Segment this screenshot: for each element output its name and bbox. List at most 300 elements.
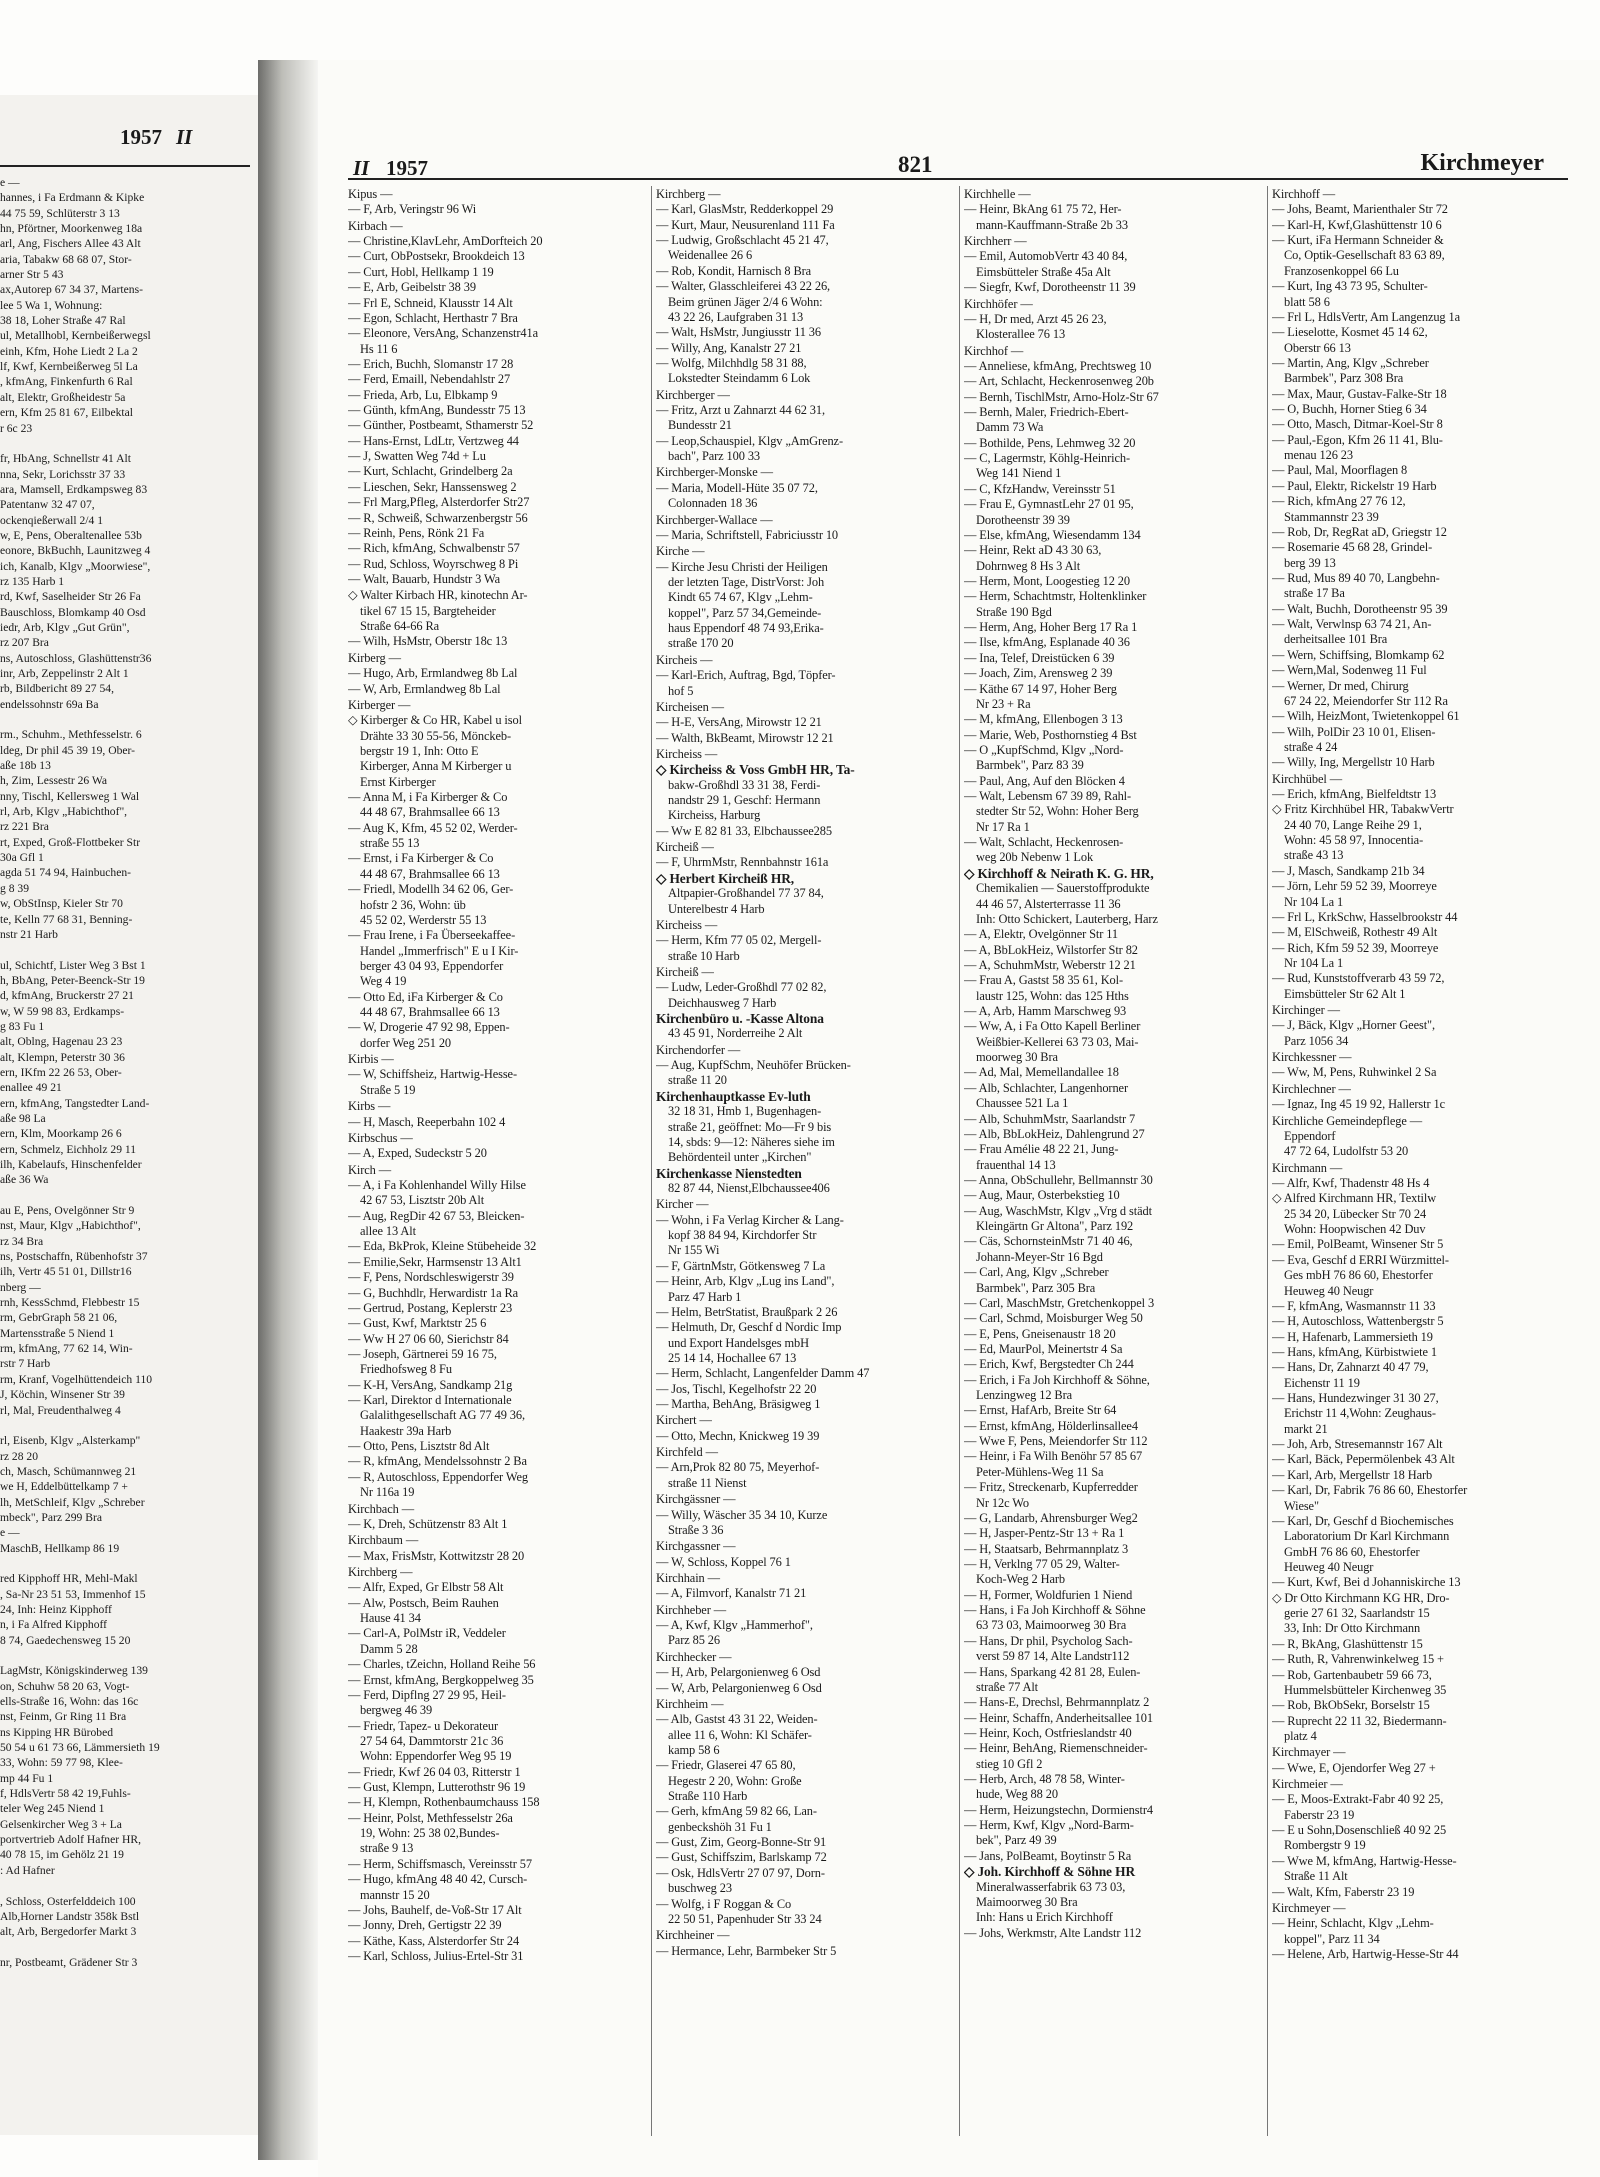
directory-entry: — Emil, AutomobVertr 43 40 84, (964, 249, 1128, 264)
surname-heading: Kirchhain — (656, 1570, 720, 1585)
left-page-line: nna, Sekr, Lorichsstr 37 33 (0, 467, 126, 481)
directory-entry: — A, SchuhmMstr, Weberstr 12 21 (964, 957, 1136, 972)
left-page-line: endelssohnstr 69a Ba (0, 697, 99, 711)
directory-entry: — Aug K, Kfm, 45 52 02, Werder- (348, 820, 518, 835)
left-page-line: rstr 7 Harb (0, 1357, 51, 1371)
directory-entry: — Else, kfmAng, Wiesendamm 134 (964, 527, 1141, 542)
entry-continuation: menau 126 23 (1284, 448, 1353, 463)
directory-entry: — Werner, Dr med, Chirurg (1272, 678, 1409, 693)
entry-continuation: 63 73 03, Maimoorweg 30 Bra (976, 1618, 1127, 1633)
directory-entry: — Rob, Dr, RegRat aD, Griegstr 12 (1272, 524, 1447, 539)
directory-entry: — J, Swatten Weg 74d + Lu (348, 449, 486, 464)
entry-continuation: mann-Kauffmann-Straße 2b 33 (976, 217, 1128, 232)
surname-heading: Kirbach — (348, 218, 403, 233)
entry-continuation: Beim grünen Jäger 2/4 6 Wohn: (668, 294, 823, 309)
entry-continuation: Heuweg 40 Neugr (1284, 1559, 1374, 1574)
directory-entry: — W, Schloss, Koppel 76 1 (656, 1554, 791, 1569)
business-entry: ◇ Kirchhoff & Neirath K. G. HR, (964, 865, 1154, 881)
directory-entry: — Jörn, Lehr 59 52 39, Moorreye (1272, 879, 1437, 894)
directory-entry: — Paul, Mal, Moorflagen 8 (1272, 463, 1408, 478)
left-page-line: 24, Inh: Heinz Kipphoff (0, 1602, 112, 1616)
entry-continuation: Kindt 65 74 67, Klgv „Lehm- (668, 590, 813, 605)
directory-entry: — R, Schweiß, Schwarzenbergstr 56 (348, 510, 528, 525)
directory-entry: — H, Klempn, Rothenbaumchauss 158 (348, 1795, 540, 1810)
left-page-rule (0, 165, 250, 167)
entry-continuation: Wohn: Hoopwischen 42 Duv (1284, 1222, 1426, 1237)
left-page-year: 1957 (120, 125, 162, 149)
directory-entry: — F, UhrmMstr, Rennbahnstr 161a (656, 855, 829, 870)
left-page-line: ns, Autoschloss, Glashüttenstr36 (0, 651, 152, 665)
directory-entry: — H, Masch, Reeperbahn 102 4 (348, 1114, 506, 1129)
directory-entry: — Alb, BbLokHeiz, Dahlengrund 27 (964, 1126, 1145, 1141)
directory-entry: — H-E, VersAng, Mirowstr 12 21 (656, 715, 822, 730)
directory-entry: — R, kfmAng, Mendelssohnstr 2 Ba (348, 1454, 527, 1469)
entry-continuation: Haakestr 39a Harb (360, 1423, 452, 1438)
directory-entry: — Wwe, E, Ojendorfer Weg 27 + (1272, 1760, 1436, 1775)
left-page-line: e — (0, 1526, 20, 1540)
directory-entry: — Wwe M, kfmAng, Hartwig-Hesse- (1272, 1853, 1457, 1868)
directory-entry: — Ernst, kfmAng, Hölderlinsallee4 (964, 1418, 1138, 1433)
directory-entry: — Hans, kfmAng, Kürbistwiete 1 (1272, 1344, 1437, 1359)
entry-continuation: frauenthal 14 13 (976, 1157, 1056, 1172)
entry-continuation: Franzosenkoppel 66 Lu (1284, 263, 1399, 278)
entry-continuation: Inh: Hans u Erich Kirchhoff (976, 1910, 1113, 1925)
directory-page (318, 60, 1600, 2177)
directory-entry: — Hermance, Lehr, Barmbeker Str 5 (656, 1943, 837, 1958)
directory-entry: — K-H, VersAng, Sandkamp 21g (348, 1377, 513, 1392)
left-page-line: 40 78 15, im Gehölz 21 19 (0, 1848, 124, 1862)
directory-entry: — Anna M, i Fa Kirberger & Co (348, 790, 508, 805)
left-page-line: , kfmAng, Finkenfurth 6 Ral (0, 375, 133, 389)
directory-entry: — Otto Ed, iFa Kirberger & Co (348, 989, 503, 1004)
directory-entry: ◇ Dr Otto Kirchmann KG HR, Dro- (1272, 1590, 1450, 1605)
directory-entry: — Gust, Kwf, Marktstr 25 6 (348, 1316, 487, 1331)
surname-heading: Kircheis — (656, 652, 713, 667)
directory-entry: — H, Autoschloss, Wattenbergstr 5 (1272, 1314, 1444, 1329)
left-page-line: red Kipphoff HR, Mehl-Makl (0, 1572, 138, 1586)
directory-entry: — Joach, Zim, Arensweg 2 39 (964, 666, 1113, 681)
entry-continuation: GmbH 76 86 60, Ehestorfer (1284, 1544, 1420, 1559)
left-page-line: ul, Schichtf, Lister Weg 3 Bst 1 (0, 958, 146, 972)
directory-entry: — Ferd, Emaill, Nebendahlstr 27 (348, 372, 511, 387)
entry-continuation: Oberstr 66 13 (1284, 340, 1351, 355)
entry-continuation: bergweg 46 39 (360, 1703, 433, 1718)
directory-entry: — Johs, Beamt, Marienthaler Str 72 (1272, 202, 1448, 217)
directory-entry: — Kurt, Maur, Neusurenland 111 Fa (656, 217, 835, 232)
entry-continuation: Nr 104 La 1 (1284, 955, 1344, 970)
left-page-line: 44 75 59, Schlüterstr 3 13 (0, 206, 120, 220)
left-page-line: ern, Klm, Moorkamp 26 6 (0, 1127, 122, 1141)
directory-entry: ◇ Kirberger & Co HR, Kabel u isol (348, 713, 522, 728)
surname-heading: Kircheiss — (656, 746, 718, 761)
entry-continuation: Eimsbütteler Str 62 Alt 1 (1284, 986, 1406, 1001)
entry-continuation: Dorotheenstr 39 39 (976, 512, 1070, 527)
entry-continuation: straße 9 13 (360, 1841, 414, 1856)
entry-continuation: Straße 11 Alt (1284, 1869, 1348, 1884)
entry-continuation: Weißbier-Kellerei 63 73 03, Mai- (976, 1034, 1139, 1049)
entry-continuation: Nr 23 + Ra (976, 696, 1031, 711)
directory-entry: — Karl, GlasMstr, Redderkoppel 29 (656, 202, 834, 217)
directory-entry: — Alw, Postsch, Beim Rauhen (348, 1595, 499, 1610)
directory-entry: — Karl-H, Kwf,Glashüttenstr 10 6 (1272, 217, 1442, 232)
entry-continuation: Laboratorium Dr Karl Kirchmann (1284, 1529, 1450, 1544)
entry-continuation: Barmbek", Parz 308 Bra (1284, 371, 1404, 386)
directory-entry: — Heinr, Koch, Ostfrieslandstr 40 (964, 1725, 1132, 1740)
left-page-line: rd, Kwf, Saselheider Str 26 Fa (0, 590, 141, 604)
directory-entry: — Curt, Hobl, Hellkamp 1 19 (348, 264, 494, 279)
directory-entry: ◇ Fritz Kirchhübel HR, TabakwVertr (1272, 802, 1454, 817)
left-page-line: nr, Postbeamt, Grädener Str 3 (0, 1955, 138, 1969)
left-page-line: Gelsenkircher Weg 3 + La (0, 1817, 122, 1831)
directory-entry: — Willy, Ang, Kanalstr 27 21 (656, 340, 802, 355)
entry-continuation: der letzten Tage, DistrVorst: Joh (668, 574, 825, 589)
directory-entry: — Walt, HsMstr, Jungiusstr 11 36 (656, 325, 821, 340)
directory-entry: — A, i Fa Kohlenhandel Willy Hilse (348, 1178, 526, 1192)
left-page-line: alt, Klempn, Peterstr 30 36 (0, 1050, 125, 1064)
surname-heading: Kipus — (348, 187, 393, 201)
directory-entry: — Art, Schlacht, Heckenrosenweg 20b (964, 374, 1154, 389)
directory-entry: — Erich, i Fa Joh Kirchhoff & Söhne, (964, 1372, 1150, 1387)
entry-continuation: Parz 47 Harb 1 (668, 1289, 742, 1304)
directory-entry: — Egon, Schlacht, Herthastr 7 Bra (348, 310, 518, 325)
entry-continuation: 42 67 53, Lisztstr 20b Alt (360, 1193, 485, 1208)
directory-entry: — Lieschen, Sekr, Hanssensweg 2 (348, 479, 517, 494)
left-page-line: d, kfmAng, Bruckerstr 27 21 (0, 989, 134, 1003)
left-page-line: alt, Oblng, Hagenau 23 23 (0, 1035, 123, 1049)
left-page-line (0, 1556, 250, 1571)
left-page-line: ax,Autorep 67 34 37, Martens- (0, 283, 143, 297)
left-page-line: agda 51 74 94, Hainbuchen- (0, 866, 132, 880)
entry-continuation: 44 48 67, Brahmsallee 66 13 (360, 805, 500, 820)
left-page-line: alt, Elektr, Großheidestr 5a (0, 390, 126, 404)
left-page-line: rt, Exped, Groß-Flottbeker Str (0, 835, 141, 849)
directory-entry: — Osk, HdlsVertr 27 07 97, Dorn- (656, 1865, 825, 1880)
column-divider (959, 186, 960, 2136)
directory-entry: — Wern, Schiffsing, Blomkamp 62 (1272, 647, 1445, 662)
surname-heading: Kircher — (656, 1197, 709, 1212)
directory-entry: — Alfr, Exped, Gr Elbstr 58 Alt (348, 1580, 504, 1595)
surname-heading: Kirberg — (348, 650, 401, 665)
directory-entry: — Wilh, PolDir 23 10 01, Elisen- (1272, 724, 1436, 739)
surname-heading: Kirbis — (348, 1052, 394, 1067)
entry-continuation: markt 21 (1284, 1421, 1328, 1436)
left-page-line: ldeg, Dr phil 45 39 19, Ober- (0, 743, 136, 757)
directory-entry: — Herm, Mont, Loogestieg 12 20 (964, 573, 1130, 588)
entry-continuation: 43 22 26, Laufgraben 31 13 (668, 309, 804, 324)
directory-entry: — Ed, MaurPol, Meinertstr 4 Sa (964, 1341, 1123, 1356)
left-page-line: Patentanw 32 47 07, (0, 498, 95, 512)
column-2 (656, 186, 954, 2146)
directory-entry: — Wolfg, Milchhdlg 58 31 88, (656, 355, 807, 370)
directory-entry: — Otto, Pens, Lisztstr 8d Alt (348, 1439, 490, 1454)
directory-entry: — Ludwig, Großschlacht 45 21 47, (656, 233, 829, 248)
directory-entry: — Eleonore, VersAng, Schanzenstr41a (348, 326, 538, 341)
directory-entry: — Maria, Schriftstell, Fabriciusstr 10 (656, 527, 839, 542)
left-page-line: ara, Mamsell, Erdkampsweg 83 (0, 482, 148, 496)
directory-entry: — Ernst, kfmAng, Bergkoppelweg 35 (348, 1672, 534, 1687)
directory-entry: — Heinr, BkAng 61 75 72, Her- (964, 202, 1122, 217)
entry-continuation: koppel", Parz 57 34,Gemeinde- (668, 605, 822, 620)
surname-heading: Kirchherr — (964, 234, 1027, 249)
directory-entry: — Rud, Mus 89 40 70, Langbehn- (1272, 570, 1440, 585)
directory-entry: — Rob, Gartenbaubetr 59 66 73, (1272, 1667, 1432, 1682)
left-page-line: w, W 59 98 83, Erdkamps- (0, 1004, 125, 1018)
surname-heading: Kirchendorfer — (656, 1042, 741, 1057)
entry-continuation: mannstr 15 20 (360, 1887, 430, 1902)
entry-continuation: buschweg 23 (668, 1881, 732, 1896)
directory-entry: — Fritz, Arzt u Zahnarzt 44 62 31, (656, 403, 825, 418)
directory-entry: — H, Arb, Pelargonienweg 6 Osd (656, 1665, 821, 1680)
directory-entry: — Heinr, Arb, Klgv „Lug ins Land", (656, 1274, 835, 1289)
directory-entry: — Helm, BetrStatist, Braußpark 2 26 (656, 1304, 838, 1319)
left-page-line: au E, Pens, Ovelgönner Str 9 (0, 1204, 135, 1218)
column-divider (651, 186, 652, 2136)
entry-continuation: Nr 12c Wo (976, 1495, 1029, 1510)
surname-heading: Kirchfeld — (656, 1445, 718, 1460)
left-page-line: mbeck", Parz 299 Bra (0, 1510, 102, 1524)
directory-entry: — G, Buchhdlr, Herwardistr 1a Ra (348, 1285, 519, 1300)
surname-heading: Kirchheim — (656, 1696, 724, 1711)
directory-entry: — Karl, Direktor d Internationale (348, 1393, 512, 1408)
entry-continuation: Eichenstr 11 19 (1284, 1375, 1360, 1390)
directory-entry: — Walt, Buchh, Dorotheenstr 95 39 (1272, 601, 1448, 616)
directory-entry: — Joh, Arb, Stresemannstr 167 Alt (1272, 1437, 1443, 1452)
directory-entry: — Max, FrisMstr, Kottwitzstr 28 20 (348, 1548, 525, 1563)
entry-continuation: Friedhofsweg 8 Fu (360, 1362, 452, 1377)
directory-entry: — Bothilde, Pens, Lehmweg 32 20 (964, 435, 1136, 450)
left-page-line: enallee 49 21 (0, 1081, 62, 1095)
entry-continuation: Weg 4 19 (360, 974, 407, 989)
entry-continuation: straße 170 20 (668, 636, 734, 651)
directory-entry: — H, Staatsarb, Behrmannplatz 3 (964, 1541, 1129, 1556)
directory-entry: — Friedl, Modellh 34 62 06, Ger- (348, 882, 514, 897)
entry-continuation: berg 39 13 (1284, 555, 1336, 570)
volume-roman: II (353, 156, 370, 180)
directory-entry: — Lieselotte, Kosmet 45 14 62, (1272, 325, 1428, 340)
directory-entry: — Ww, A, i Fa Otto Kapell Berliner (964, 1019, 1141, 1034)
volume-year: 1957 (386, 156, 428, 180)
directory-entry: — Frau Amélie 48 22 21, Jung- (964, 1142, 1119, 1157)
directory-entry: — Walt, Lebensm 67 39 89, Rahl- (964, 789, 1132, 804)
left-page-line: rm, GebrGraph 58 21 06, (0, 1311, 118, 1325)
left-page-line: 38 18, Loher Straße 47 Ral (0, 314, 126, 328)
directory-entry: — Hans, Hundezwinger 31 30 27, (1272, 1391, 1439, 1406)
entry-continuation: Hummelsbütteler Kirchenweg 35 (1284, 1682, 1447, 1697)
entry-continuation: Inh: Otto Schickert, Lauterberg, Harz (976, 911, 1158, 926)
directory-entry: — Walt, Verwlnsp 63 74 21, An- (1272, 617, 1432, 632)
left-page-line: , Schloss, Osterfelddeich 100 (0, 1894, 136, 1908)
entry-continuation: Drähte 33 30 55-56, Mönckeb- (360, 728, 512, 743)
directory-entry: — Frl E, Schneid, Klausstr 14 Alt (348, 295, 513, 310)
left-page-line: rz 135 Harb 1 (0, 574, 65, 588)
directory-entry: — Helmuth, Dr, Geschf d Nordic Imp (656, 1320, 842, 1335)
left-page-line: ern, Schmelz, Eichholz 29 11 (0, 1142, 137, 1156)
directory-entry: — Marie, Web, Posthornstieg 4 Bst (964, 727, 1137, 742)
surname-heading: Kirchhecker — (656, 1649, 732, 1664)
entry-continuation: Eppendorf (1284, 1128, 1336, 1143)
directory-entry: — Gust, Schiffszim, Barlskamp 72 (656, 1850, 827, 1865)
directory-entry: — W, Arb, Pelargonienweg 6 Osd (656, 1680, 822, 1695)
left-page-line: 30a Gfl 1 (0, 851, 44, 865)
entry-continuation: Lenzingweg 12 Bra (976, 1388, 1073, 1403)
directory-entry: — Karl, Arb, Mergellstr 18 Harb (1272, 1467, 1433, 1482)
left-page-line: ns, Postschaffn, Rübenhofstr 37 (0, 1250, 148, 1264)
directory-entry: — E, Pens, Gneisenaustr 18 20 (964, 1326, 1116, 1341)
left-page-line: w, ObStInsp, Kieler Str 70 (0, 897, 123, 911)
left-page-line: ul, Metallhobl, Kernbeißerwegsl (0, 329, 151, 343)
directory-entry: — Willy, Ing, Mergellstr 10 Harb (1272, 755, 1435, 770)
left-page-line: h, Zim, Lessestr 26 Wa (0, 774, 108, 788)
surname-heading: Kirbs — (348, 1099, 391, 1114)
directory-entry: — E u Sohn,Dosenschließ 40 92 25 (1272, 1823, 1447, 1838)
directory-entry: — Arn,Prok 82 80 75, Meyerhof- (656, 1460, 820, 1475)
surname-heading: Kirchmeier — (1272, 1777, 1343, 1792)
directory-entry: — Otto, Mechn, Knickweg 19 39 (656, 1428, 820, 1443)
entry-continuation: straße 17 Ba (1284, 586, 1345, 601)
left-page-line: aße 36 Wa (0, 1173, 49, 1187)
entry-continuation: haus Eppendorf 48 74 93,Erika- (668, 621, 824, 636)
entry-continuation: Weg 141 Niend 1 (976, 466, 1062, 481)
business-entry: Kirchenbüro u. -Kasse Altona (656, 1011, 824, 1027)
surname-heading: Kirchert — (656, 1413, 712, 1428)
left-page-line: nst, Feinm, Gr Ring 11 Bra (0, 1710, 127, 1724)
entry-continuation: straße 21, geöffnet: Mo—Fr 9 bis (668, 1119, 832, 1134)
directory-entry: — Heinr, Polst, Methfesselstr 26a (348, 1810, 513, 1825)
left-page-line: ilh, Vertr 45 51 01, Dillstr16 (0, 1265, 132, 1279)
directory-entry: — Heinr, BehAng, Riemenschneider- (964, 1741, 1148, 1756)
surname-heading: Kirchberg — (656, 187, 721, 201)
entry-continuation: gerie 27 61 32, Saarlandstr 15 (1284, 1606, 1430, 1621)
directory-entry: — F, GärtnMstr, Götkensweg 7 La (656, 1258, 826, 1273)
directory-entry: — Karl, Dr, Fabrik 76 86 60, Ehestorfer (1272, 1483, 1468, 1498)
left-page-line: hannes, i Fa Erdmann & Kipke (0, 191, 145, 205)
entry-continuation: Parz 85 26 (668, 1633, 720, 1648)
directory-entry: — Ilse, kfmAng, Esplanade 40 36 (964, 635, 1130, 650)
entry-continuation: laustr 125, Wohn: das 125 Hths (976, 988, 1129, 1003)
entry-continuation: Hs 11 6 (360, 341, 398, 356)
surname-heading: Kirbschus — (348, 1130, 413, 1145)
directory-entry: — H, Verklng 77 05 29, Walter- (964, 1556, 1120, 1571)
directory-entry: — Friedr, Tapez- u Dekorateur (348, 1718, 498, 1733)
directory-entry: — Carl-A, PolMstr iR, Veddeler (348, 1626, 506, 1641)
business-entry: ◇ Joh. Kirchhoff & Söhne HR (964, 1864, 1136, 1880)
entry-continuation: weg 20b Nebenw 1 Lok (976, 850, 1094, 865)
entry-continuation: Deichhausweg 7 Harb (668, 995, 777, 1010)
surname-heading: Kircheiss — (656, 917, 718, 932)
directory-entry: — Heinr, Rekt aD 43 30 63, (964, 543, 1102, 558)
business-entry: ◇ Kircheiss & Voss GmbH HR, Ta- (656, 762, 855, 778)
directory-entry: — Ignaz, Ing 45 19 92, Hallerstr 1c (1272, 1097, 1446, 1112)
business-entry: Kirchenkasse Nienstedten (656, 1165, 802, 1181)
directory-entry: — Carl, Schmd, Moisburger Weg 50 (964, 1311, 1143, 1326)
left-page-line: lee 5 Wa 1, Wohnung: (0, 298, 103, 312)
directory-entry: — Frl Marg,Pfleg, Alsterdorfer Str27 (348, 495, 530, 510)
directory-entry: — O, Buchh, Horner Stieg 6 34 (1272, 402, 1427, 417)
entry-continuation: stieg 10 Gfl 2 (976, 1756, 1043, 1771)
entry-continuation: Klosterallee 76 13 (976, 327, 1066, 342)
surname-heading: Kirchkessner — (1272, 1050, 1352, 1065)
directory-entry: — Willy, Wäscher 35 34 10, Kurze (656, 1507, 828, 1522)
entry-continuation: straße 43 13 (1284, 848, 1344, 863)
directory-entry: — Rich, kfmAng, Schwalbenstr 57 (348, 541, 520, 556)
left-page-line: rz 28 20 (0, 1449, 38, 1463)
left-page-line: aria, Tabakw 68 68 07, Stor- (0, 252, 132, 266)
entry-continuation: Nr 116a 19 (360, 1485, 415, 1500)
directory-entry: — Herm, Schiffsmasch, Vereinsstr 57 (348, 1856, 532, 1871)
left-page-line (0, 1878, 250, 1893)
left-page-line: w, E, Pens, Oberaltenallee 53b (0, 528, 142, 542)
directory-entry: — R, BkAng, Glashüttenstr 15 (1272, 1636, 1423, 1651)
entry-continuation: Handel „Immerfrisch" E u I Kir- (360, 943, 519, 958)
directory-entry: — Karl-Erich, Auftrag, Bgd, Töpfer- (656, 668, 836, 683)
directory-entry: — A, Filmvorf, Kanalstr 71 21 (656, 1586, 807, 1601)
left-page-text (0, 175, 250, 1970)
directory-entry: — Gust, Zim, Georg-Bonne-Str 91 (656, 1835, 827, 1850)
directory-entry: — Ruth, R, Vahrenwinkelweg 15 + (1272, 1652, 1444, 1667)
entry-continuation: berger 43 04 93, Eppendorfer (360, 958, 504, 973)
directory-entry: — Herm, Schlacht, Langenfelder Damm 47 (656, 1366, 870, 1381)
entry-continuation: stedter Str 52, Wohn: Hoher Berg (976, 804, 1139, 819)
directory-entry: — Eda, BkProk, Kleine Stübeheide 32 (348, 1239, 537, 1254)
directory-entry: — Wohn, i Fa Verlag Kircher & Lang- (656, 1212, 844, 1227)
left-page-line: rl, Eisenb, Klgv „Alsterkamp" (0, 1434, 141, 1448)
left-page-line: nst, Maur, Klgv „Habichthof", (0, 1219, 141, 1233)
left-page-line: rz 221 Bra (0, 820, 49, 834)
entry-continuation: Erichstr 11 4,Wohn: Zeughaus- (1284, 1406, 1436, 1421)
directory-entry: — A, Elektr, Ovelgönner Str 11 (964, 927, 1118, 942)
directory-entry: — Kurt, Ing 43 73 95, Schulter- (1272, 279, 1428, 294)
left-page-line (0, 712, 250, 727)
entry-continuation: genbeckshöh 31 Fu 1 (668, 1819, 772, 1834)
left-page-line: 50 54 u 61 73 66, Lämmersieth 19 (0, 1741, 160, 1755)
surname-heading: Kirchlechner — (1272, 1081, 1351, 1096)
left-page-line: ockenqießerwall 2/4 1 (0, 513, 104, 527)
directory-entry: — Frl L, HdlsVertr, Am Langenzug 1a (1272, 309, 1461, 324)
surname-heading: Kircheisen — (656, 699, 724, 714)
left-page-line: ern, kfmAng, Tangstedter Land- (0, 1096, 150, 1110)
directory-entry: — F, Arb, Veringstr 96 Wi (348, 202, 477, 217)
directory-entry: — Heinr, Schlacht, Klgv „Lehm- (1272, 1916, 1434, 1931)
directory-entry: — Herm, Ang, Hoher Berg 17 Ra 1 (964, 620, 1138, 635)
directory-entry: — Günth, kfmAng, Bundesstr 75 13 (348, 403, 526, 418)
directory-entry: — Emilie,Sekr, Harmsenstr 13 Alt1 (348, 1254, 522, 1269)
entry-continuation: Rombergstr 9 19 (1284, 1838, 1366, 1853)
directory-entry: — Frau Irene, i Fa Überseekaffee- (348, 928, 516, 943)
surname-heading: Kirchhöfer — (964, 296, 1033, 311)
entry-continuation: 25 34 20, Lübecker Str 70 24 (1284, 1206, 1427, 1221)
entry-continuation: Altpapier-Großhandel 77 37 84, (668, 886, 824, 901)
directory-entry: — Friedr, Glaserei 47 65 80, (656, 1758, 796, 1773)
directory-entry: — Günther, Postbeamt, Sthamerstr 52 (348, 418, 534, 433)
entry-continuation: 44 46 57, Alsterterrasse 11 36 (976, 896, 1121, 911)
directory-entry: — Hans, Dr, Zahnarzt 40 47 79, (1272, 1360, 1429, 1375)
column-divider (1267, 186, 1268, 2136)
left-page-line: eonore, BkBuchh, Launitzweg 4 (0, 544, 151, 558)
business-entry: ◇ Herbert Kircheiß HR, (656, 870, 795, 886)
directory-entry: — Ernst, HafArb, Breite Str 64 (964, 1403, 1117, 1418)
left-page-line: f, HdlsVertr 58 42 19,Fuhls- (0, 1787, 131, 1801)
surname-heading: Kirchheiner — (656, 1928, 730, 1943)
entry-continuation: Barmbek", Parz 305 Bra (976, 1280, 1096, 1295)
surname-heading: Kirchberg — (348, 1564, 413, 1579)
surname-heading: Kirchbaum — (348, 1533, 419, 1548)
surname-heading: Kirchgässner — (656, 1492, 736, 1507)
surname-heading: Kirchinger — (1272, 1003, 1340, 1018)
directory-entry: — M, kfmAng, Ellenbogen 3 13 (964, 712, 1123, 727)
directory-entry: — J, Bäck, Klgv „Horner Geest", (1272, 1018, 1435, 1033)
directory-entry: — Ad, Mal, Memellandallee 18 (964, 1065, 1119, 1080)
directory-entry: — Wilh, HsMstr, Oberstr 18c 13 (348, 634, 508, 649)
